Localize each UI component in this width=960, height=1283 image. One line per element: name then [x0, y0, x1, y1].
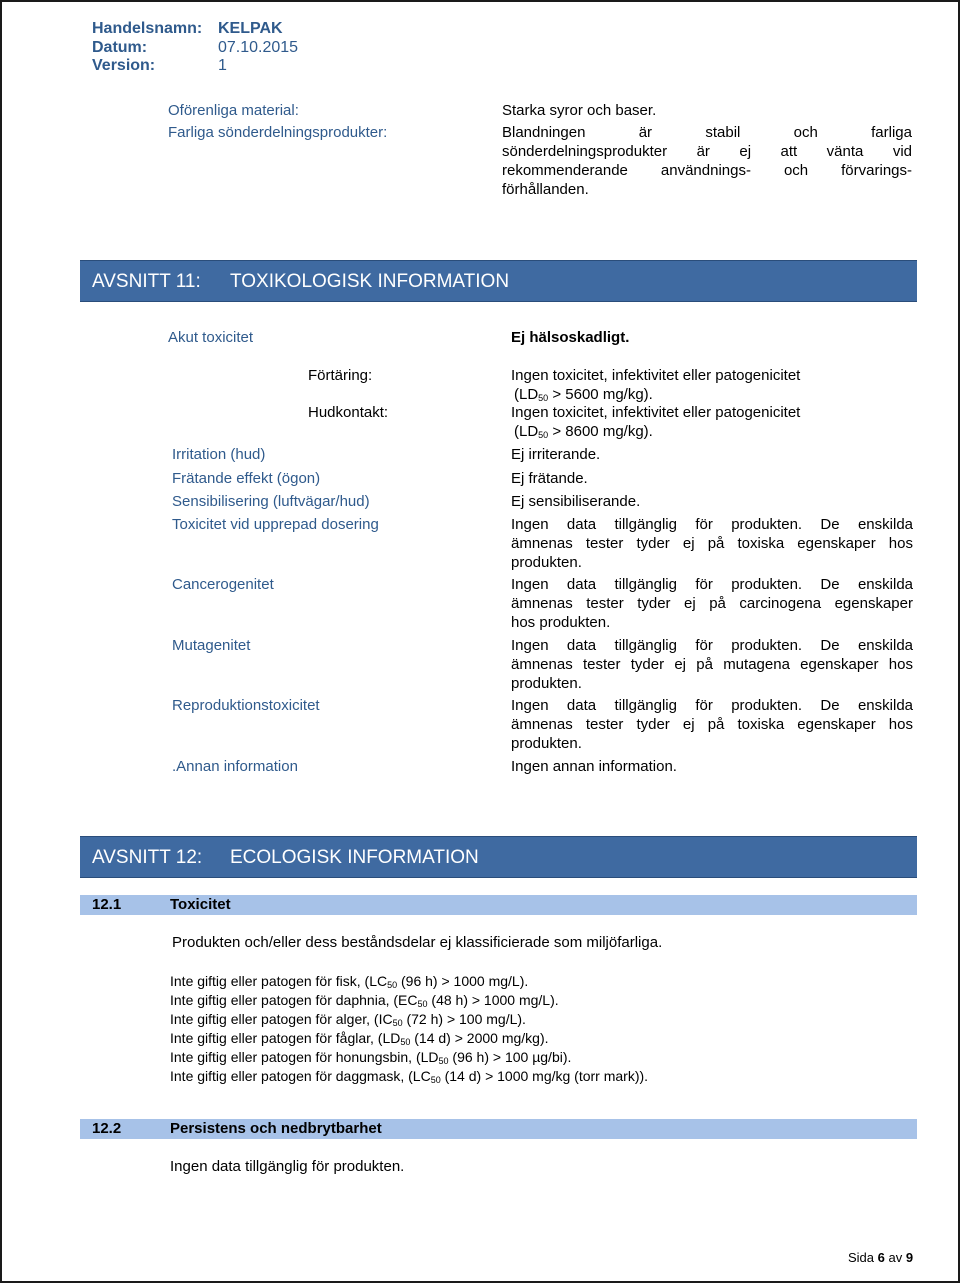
eye-corrosion-label: Frätande effekt (ögon) — [172, 470, 321, 487]
toxicity-item-algae: Inte giftig eller patogen för alger, ($IC_{50}$ (72 h) > 100 mg/L). — [170, 1011, 526, 1028]
date-value: 07.10.2015 — [218, 39, 299, 56]
version-label: Version: — [92, 57, 156, 74]
subsection-12-1-title: Toxicitet — [170, 896, 231, 913]
section-11-title: TOXIKOLOGISK INFORMATION — [230, 271, 510, 292]
reproductive-toxicity-line-2: ämnenas tester tyder ej på toxiska egenskaper hos — [511, 716, 913, 733]
decomp-line-4: förhållanden. — [502, 181, 589, 198]
repeated-dose-label: Toxicitet vid upprepad dosering — [172, 516, 379, 533]
carcinogenicity-line-1: Ingen data tillgänglig för produkten. De enskilda — [511, 576, 913, 593]
incompatible-value: Starka syror och baser. — [502, 102, 657, 119]
classification-text: Produkten och/eller dess beståndsdelar ej klassificierade som miljöfarliga. — [172, 934, 663, 951]
section-12-title: ECOLOGISK INFORMATION — [230, 847, 479, 868]
section-11-number: AVSNITT 11: — [92, 271, 201, 292]
irritation-label: Irritation (hud) — [172, 446, 266, 463]
subsection-12-1-number: 12.1 — [92, 896, 122, 913]
irritation-value: Ej irriterande. — [511, 446, 601, 463]
incompatible-label: Oförenliga material: — [168, 102, 299, 119]
repeated-dose-line-2: ämnenas tester tyder ej på toxiska egenskaper hos — [511, 535, 913, 552]
date-label: Datum: — [92, 39, 148, 56]
ingestion-value-line1: Ingen toxicitet, infektivitet eller patogenicitet — [511, 367, 801, 384]
sensitisation-label: Sensibilisering (luftvägar/hud) — [172, 493, 370, 510]
toxicity-item-earthworm: Inte giftig eller patogen för daggmask, ($LC_{50}$ (14 d) > 1000 mg/kg (torr mark)). — [170, 1068, 649, 1085]
mutagenicity-line-2: ämnenas tester tyder ej på mutagena egenskaper hos — [511, 656, 913, 673]
mutagenicity-label: Mutagenitet — [172, 637, 251, 654]
repeated-dose-line-1: Ingen data tillgänglig för produkten. De enskilda — [511, 516, 913, 533]
acute-toxicity-value: Ej hälsoskadligt. — [511, 329, 630, 346]
section-11-header — [80, 260, 917, 302]
page-number: Sida 6 av 9 — [848, 1250, 914, 1265]
toxicity-item-bees: Inte giftig eller patogen för honungsbin, ($LD_{50}$ (96 h) > 100 µg/bi). — [170, 1049, 572, 1066]
subsection-12-2-header — [80, 1119, 917, 1139]
acute-toxicity-label: Akut toxicitet — [168, 329, 254, 346]
skin-contact-label: Hudkontakt: — [308, 404, 389, 421]
carcinogenicity-label: Cancerogenitet — [172, 576, 274, 593]
ingestion-value-line2: ($LD_{50} > 5600$ mg/kg). — [514, 386, 653, 403]
toxicity-item-daphnia: Inte giftig eller patogen för daphnia, ($EC_{50}$ (48 h) > 1000 mg/L). — [170, 992, 559, 1009]
decomp-line-1: Blandningen är stabil och farliga — [502, 124, 912, 141]
eye-corrosion-value: Ej frätande. — [511, 470, 588, 487]
decomp-line-3: rekommenderande användnings- och förvarings- — [502, 162, 912, 179]
toxicity-item-fish: Inte giftig eller patogen för fisk, ($LC_{50}$ (96 h) > 1000 mg/L). — [170, 973, 529, 990]
section-12-number: AVSNITT 12: — [92, 847, 203, 868]
sensitisation-value: Ej sensibiliserande. — [511, 493, 641, 510]
decomp-label: Farliga sönderdelningsprodukter: — [168, 124, 388, 141]
repeated-dose-line-3: produkten. — [511, 554, 582, 571]
trade-name-label: Handelsnamn: — [92, 20, 203, 37]
ingestion-label: Förtäring: — [308, 367, 373, 384]
reproductive-toxicity-line-1: Ingen data tillgänglig för produkten. De enskilda — [511, 697, 913, 714]
mutagenicity-line-1: Ingen data tillgänglig för produkten. De enskilda — [511, 637, 913, 654]
subsection-12-2-number: 12.2 — [92, 1120, 122, 1137]
decomp-line-2: sönderdelningsprodukter är ej att vänta vid — [502, 143, 912, 160]
section-12-header — [80, 836, 917, 878]
toxicity-list — [170, 972, 648, 1086]
version-value: 1 — [218, 57, 227, 74]
skin-contact-value-line1: Ingen toxicitet, infektivitet eller patogenicitet — [511, 404, 801, 421]
mutagenicity-line-3: produkten. — [511, 675, 582, 692]
persistence-text: Ingen data tillgänglig för produkten. — [170, 1158, 405, 1175]
other-info-label: .Annan information — [172, 758, 298, 775]
skin-contact-value-line2: ($LD_{50} > 8600$ mg/kg). — [514, 423, 653, 440]
carcinogenicity-line-2: ämnenas tester tyder ej på carcinogena egenskaper — [511, 595, 913, 612]
reproductive-toxicity-line-3: produkten. — [511, 735, 582, 752]
toxicity-item-birds: Inte giftig eller patogen för fåglar, ($LD_{50}$ (14 d) > 2000 mg/kg). — [170, 1030, 549, 1047]
other-info-value: Ingen annan information. — [511, 758, 677, 775]
reproductive-toxicity-label: Reproduktionstoxicitet — [172, 697, 320, 714]
subsection-12-2-title: Persistens och nedbrytbarhet — [170, 1120, 382, 1137]
subsection-12-1-header — [80, 895, 917, 915]
trade-name-value: KELPAK — [218, 20, 283, 37]
carcinogenicity-line-3: hos produkten. — [511, 614, 611, 631]
